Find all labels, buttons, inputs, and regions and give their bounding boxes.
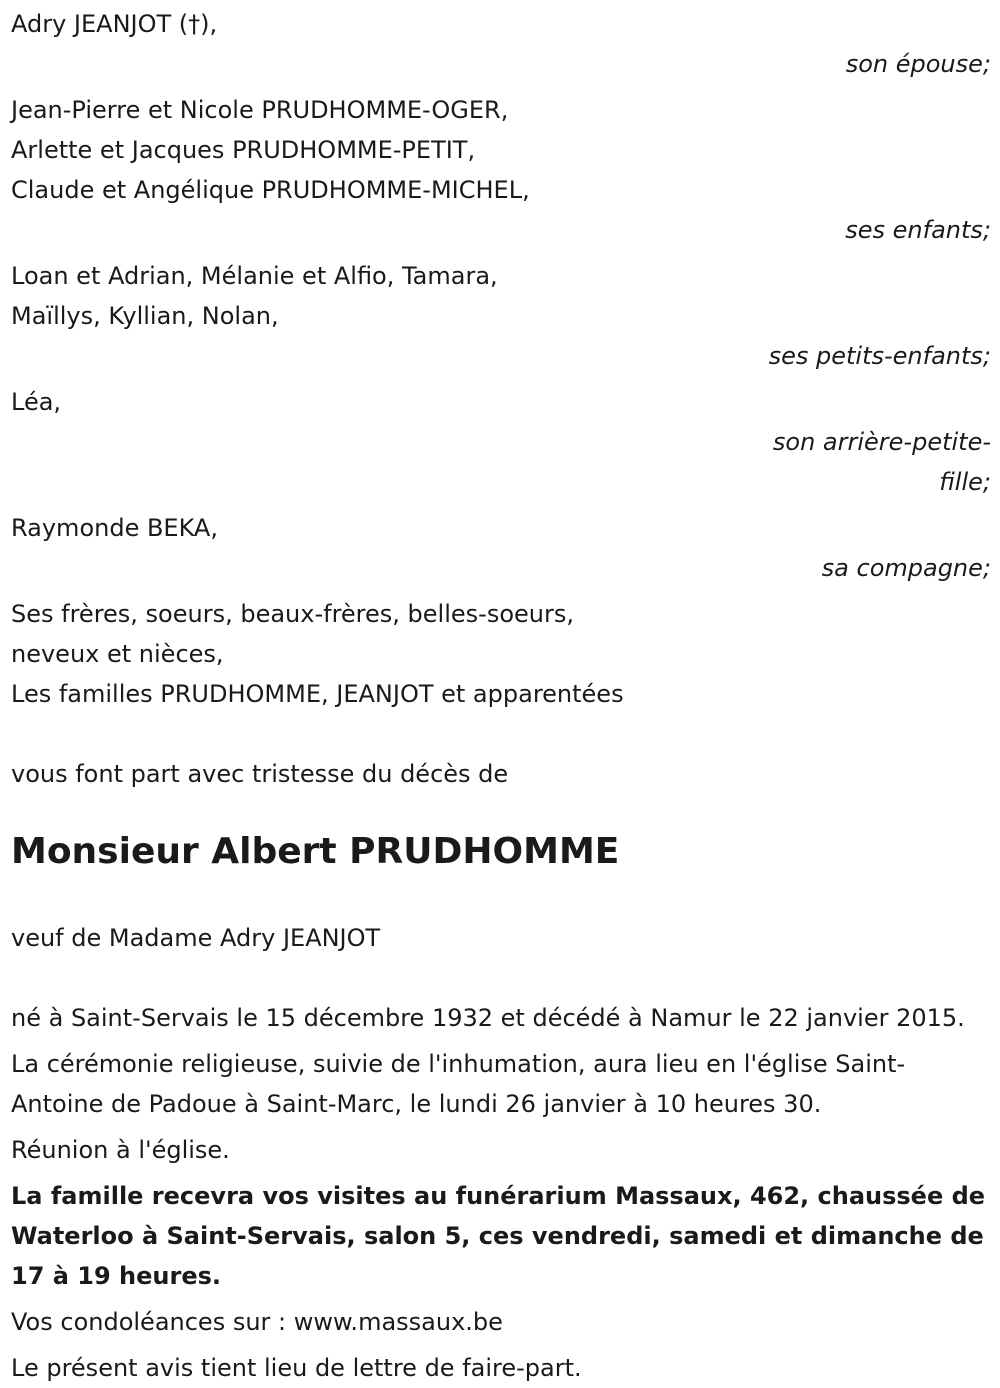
family-name-line: Claude et Angélique PRUDHOMME-MICHEL,: [11, 176, 530, 204]
deceased-name: Monsieur Albert PRUDHOMME: [11, 831, 620, 872]
relatives-line: neveux et nièces,: [11, 640, 224, 668]
notice-text: Le présent avis tient lieu de lettre de faire-part.: [11, 1354, 582, 1382]
family-group-great-grandchild: [11, 382, 991, 502]
birth-death-text: né à Saint-Servais le 15 décembre 1932 et décédé à Namur le 22 janvier 2015.: [11, 1004, 965, 1032]
family-group-grandchildren: [11, 256, 991, 376]
announcement-text: vous font part avec tristesse du décès de: [11, 760, 509, 788]
meeting-text: Réunion à l'église.: [11, 1136, 230, 1164]
family-name-line: Raymonde BEKA,: [11, 514, 218, 542]
relatives-block: [11, 594, 991, 714]
family-group-companion: [11, 508, 991, 588]
family-name-line: Adry JEANJOT (†),: [11, 10, 218, 38]
relatives-line: Ses frères, soeurs, beaux-frères, belles-soeurs,: [11, 600, 574, 628]
family-group-spouse: [11, 4, 991, 84]
family-role-label: son épouse;: [845, 50, 991, 78]
family-name-line: Loan et Adrian, Mélanie et Alfio, Tamara,: [11, 262, 498, 290]
family-name-line: Maïllys, Kyllian, Nolan,: [11, 302, 279, 330]
family-role-label: sa compagne;: [821, 554, 991, 582]
family-role-label: son arrière-petite-fille;: [772, 428, 991, 496]
family-role-label: ses petits-enfants;: [768, 342, 991, 370]
condolences-text: Vos condoléances sur : www.massaux.be: [11, 1308, 503, 1336]
family-name-line: Arlette et Jacques PRUDHOMME-PETIT,: [11, 136, 476, 164]
obituary-notice: [11, 4, 991, 1388]
relatives-line: Les familles PRUDHOMME, JEANJOT et apparentées: [11, 680, 624, 708]
visits-text: La famille recevra vos visites au funérarium Massaux, 462, chaussée de Waterloo à Saint-Servais, salon 5, ces vendredi, samedi et dimanche de 17 à 19 heures.: [11, 1182, 986, 1290]
family-name-line: Léa,: [11, 388, 62, 416]
family-role-label: ses enfants;: [845, 216, 991, 244]
family-group-children: [11, 90, 991, 250]
ceremony-text: La cérémonie religieuse, suivie de l'inhumation, aura lieu en l'église Saint-Antoine de Padoue à Saint-Marc, le lundi 26 janvier à 10 heures 30.: [11, 1050, 906, 1118]
widower-text: veuf de Madame Adry JEANJOT: [11, 924, 381, 952]
family-name-line: Jean-Pierre et Nicole PRUDHOMME-OGER,: [11, 96, 509, 124]
